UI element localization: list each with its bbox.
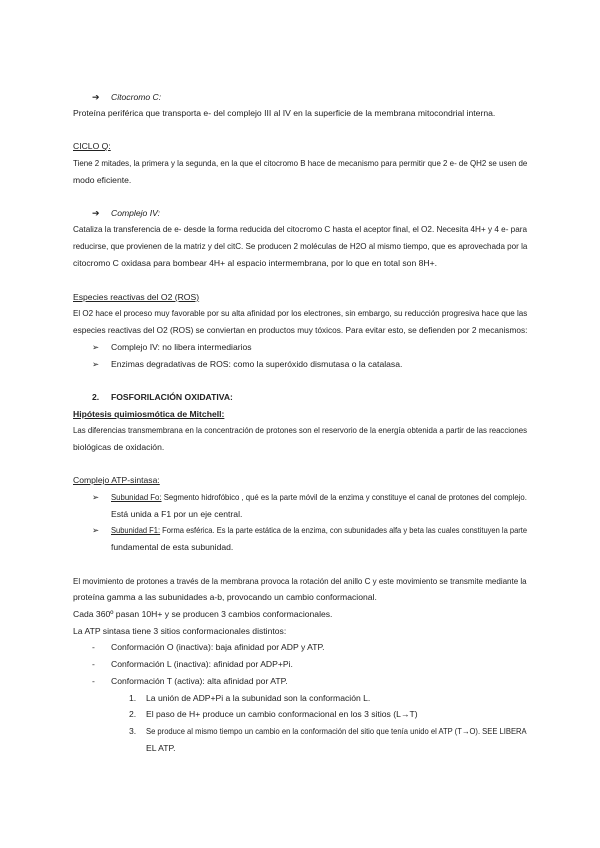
conformacion-item-3: Conformación T (activa): alta afinidad por ATP. <box>111 676 288 686</box>
section-number: 2. <box>92 392 100 402</box>
subunidad-f1-text-cont: fundamental de esta subunidad. <box>111 542 234 552</box>
step-text-3: Se produce al mismo tiempo un cambio en la conformación del sitio que tenía unido el ATP (T→O). SEE LIBERA <box>146 726 527 736</box>
subunidad-fo-text: Segmento hidrofóbico , qué es la parte móvil de la enzima y constituye el canal de protones del complejo. <box>161 492 527 502</box>
step-number: 3. <box>129 726 137 736</box>
fosforilacion-heading: FOSFORILACIÓN OXIDATIVA: <box>111 392 233 402</box>
movimiento-line-4: La ATP sintasa tiene 3 sitios conformacionales distintos: <box>73 626 287 636</box>
citocromo-c-text: Proteína periférica que transporta e- del complejo III al IV en la superficie de la membrana mitocondrial interna. <box>73 108 496 118</box>
complejo-iv-line-2: reducirse, que provienen de la matriz y del citC. Se producen 2 moléculas de H2O al mismo tiempo, que es aprovechada por la <box>73 241 528 251</box>
conformacion-item-1: Conformación O (inactiva): baja afinidad por ADP y ATP. <box>111 642 325 652</box>
movimiento-line-3: Cada 360º pasan 10H+ y se producen 3 cambios conformacionales. <box>73 609 333 619</box>
subunidad-f1-item <box>111 525 527 536</box>
arrowhead-bullet-icon: ➢ <box>92 342 100 352</box>
ros-item-1: Complejo IV: no libera intermediarios <box>111 342 252 352</box>
arrowhead-bullet-icon: ➢ <box>92 359 100 369</box>
arrow-bullet-icon: ➔ <box>92 92 100 102</box>
atp-sintasa-heading: Complejo ATP-sintasa: <box>73 475 160 485</box>
complejo-iv-line-1: Cataliza la transferencia de e- desde la forma reducida del citocromo C hasta el aceptor final, el O2. Necesita 4H+ y 4 e- para <box>73 224 528 234</box>
hipotesis-line-1: Las diferencias transmembrana en la concentración de protones son el reservorio de la energía obtenida a partir de las reacciones <box>73 425 528 435</box>
movimiento-line-1: El movimiento de protones a través de la membrana provoca la rotación del anillo C y este movimiento se transmite mediante la <box>73 576 527 586</box>
ciclo-q-line-1: Tiene 2 mitades, la primera y la segunda, en la que el citocromo B hace de mecanismo para permitir que 2 e- de QH2 se usen de <box>73 158 528 168</box>
dash-bullet: - <box>92 676 95 686</box>
conformacion-item-2: Conformación L (inactiva): afinidad por ADP+Pi. <box>111 659 293 669</box>
subunidad-f1-text: Forma esférica. Es la parte estática de la enzima, con subunidades alfa y beta las cuales constituyen la parte <box>160 525 528 535</box>
dash-bullet: - <box>92 659 95 669</box>
arrowhead-bullet-icon: ➢ <box>92 525 100 535</box>
subunidad-fo-label: Subunidad Fo: <box>111 492 162 502</box>
complejo-iv-line-3: citocromo C oxidasa para bombear 4H+ al espacio intermembrana, por lo que en total son 8H+. <box>73 258 438 268</box>
arrowhead-bullet-icon: ➢ <box>92 492 100 502</box>
step-text-1: La unión de ADP+Pi a la subunidad son la conformación L. <box>146 693 371 703</box>
ros-line-1: El O2 hace el proceso muy favorable por su alta afinidad por los electrones, sin embargo, su reducción progresiva hace que las <box>73 308 528 318</box>
ciclo-q-heading: CICLO Q: <box>73 141 111 151</box>
ros-item-2: Enzimas degradativas de ROS: como la superóxido dismutasa o la catalasa. <box>111 359 403 369</box>
hipotesis-heading: Hipótesis quimiosmótica de Mitchell: <box>73 409 225 419</box>
step-number: 2. <box>129 709 137 719</box>
step-number: 1. <box>129 693 137 703</box>
complejo-iv-heading: Complejo IV: <box>111 208 161 218</box>
citocromo-c-heading: Citocromo C: <box>111 92 162 102</box>
ros-line-2: especies reactivas del O2 (ROS) se conviertan en productos muy tóxicos. Para evitar esto, se defienden por 2 mecanismos: <box>73 325 528 335</box>
arrow-bullet-icon: ➔ <box>92 208 100 218</box>
dash-bullet: - <box>92 642 95 652</box>
subunidad-fo-text-cont: Está unida a F1 por un eje central. <box>111 509 243 519</box>
subunidad-fo-item <box>111 492 527 503</box>
movimiento-line-2: proteína gamma a las subunidades a-b, provocando un cambio conformacional. <box>73 592 377 602</box>
step-text-2: El paso de H+ produce un cambio conformacional en los 3 sitios (L→T) <box>146 709 418 719</box>
ciclo-q-line-2: modo eficiente. <box>73 175 132 185</box>
subunidad-f1-label: Subunidad F1: <box>111 525 161 535</box>
hipotesis-line-2: biológicas de oxidación. <box>73 442 165 452</box>
ros-heading: Especies reactivas del O2 (ROS) <box>73 292 200 302</box>
step-text-3-cont: EL ATP. <box>146 743 176 753</box>
